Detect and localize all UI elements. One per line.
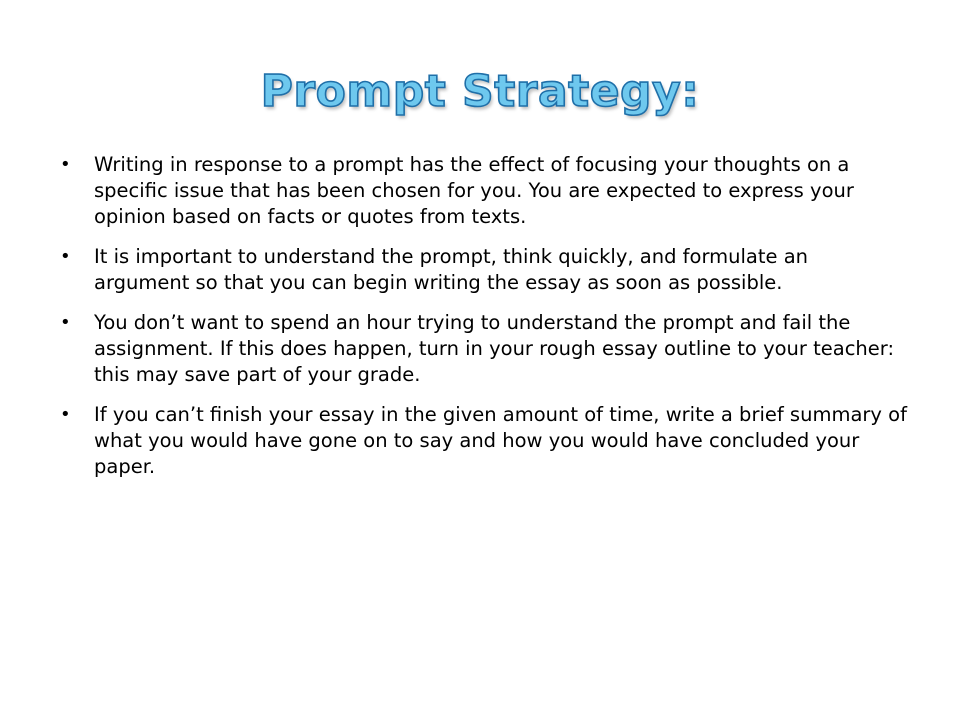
- bullet-text: You don’t want to spend an hour trying to understand the prompt and fail the assignment. If this does happen, turn in your rough essay outline to your teacher: this may save part of your grade.: [94, 311, 895, 386]
- bullet-dot-icon: •: [60, 404, 71, 425]
- slide-title: Prompt Strategy:: [260, 66, 700, 117]
- bullet-dot-icon: •: [60, 312, 71, 333]
- bullet-text: Writing in response to a prompt has the effect of focusing your thoughts on a specific issue that has been chosen for you. You are expected to express your opinion based on facts or quotes from texts.: [94, 153, 854, 228]
- bullet-text: If you can’t finish your essay in the given amount of time, write a brief summary of what you would have gone on to say and how you would have concluded your paper.: [94, 403, 907, 478]
- bullet-item: [58, 310, 908, 388]
- bullet-item: [58, 244, 908, 296]
- bullet-list: [58, 152, 908, 494]
- bullet-text: It is important to understand the prompt, think quickly, and formulate an argument so that you can begin writing the essay as soon as possible.: [94, 245, 809, 294]
- bullet-item: [58, 402, 908, 480]
- bullet-dot-icon: •: [60, 154, 71, 175]
- bullet-item: [58, 152, 908, 230]
- bullet-dot-icon: •: [60, 246, 71, 267]
